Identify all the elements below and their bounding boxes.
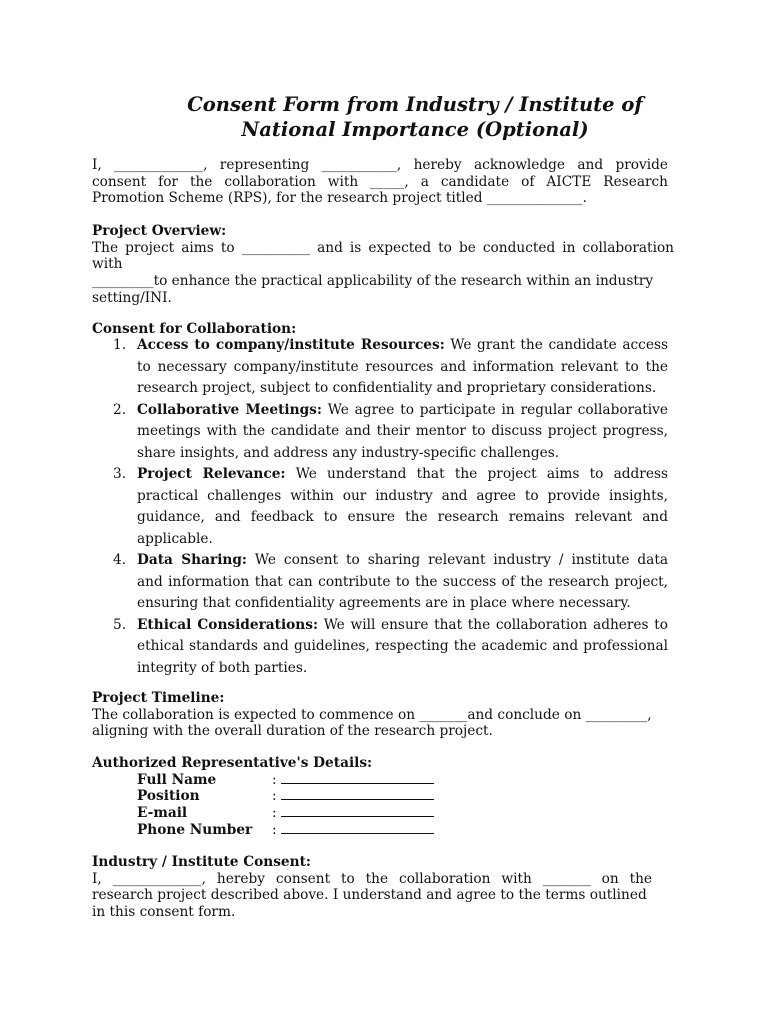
consent-item-term: Data Sharing: [137,552,247,568]
detail-row-email [137,805,434,822]
intro-line-2: consent for the collaboration with _____, a candidate of AICTE Research [92,173,668,190]
detail-row-phone-number [137,822,434,839]
consent-list [92,335,668,679]
consent-item: 1. Access to company/institute Resources: We grant the candidate access to necessary company/institute resources and information relevant to the research project, subject to confidentiality and proprietary considerations. [113,337,668,396]
intro-paragraph [92,157,668,207]
consent-item-term: Collaborative Meetings: [137,401,322,418]
project-overview-paragraph [92,240,674,307]
consent-item: 5. Ethical Considerations: We will ensure that the collaboration adheres to ethical standards and guidelines, respecting the academic and professional integrity of both parties. [113,616,668,676]
institute-consent-paragraph [92,871,652,921]
institute-consent-line-1: I, _____________, hereby consent to the collaboration with _______ on the [92,870,652,887]
consent-item-number: 1. [113,337,127,353]
field-separator: : [272,821,277,838]
overview-line-2: with [92,256,123,273]
representative-details [137,772,434,839]
consent-heading: Consent for Collaboration: [92,321,297,337]
project-timeline-paragraph [92,707,668,740]
consent-item: 3. Project Relevance: We understand that the project aims to address practical challenges within our industry and agree to provide insights, guidance, and feedback to ensure the research remains relevant and applicable. [113,466,668,547]
institute-consent-heading: Industry / Institute Consent: [92,854,311,870]
institute-consent-line-2: research project described above. I understand and agree to the terms outlined [92,887,647,904]
detail-row-full-name [137,772,434,789]
overview-line-3: _________to enhance the practical applicability of the research within an industry [92,272,654,289]
project-overview-heading: Project Overview: [92,223,227,239]
consent-item-number: 2. [113,401,127,418]
full-name-label: Full Name [137,771,217,788]
form-title-line-2: National Importance (Optional) [241,118,589,141]
institute-consent-line-3: in this consent form. [92,903,236,920]
consent-item: 4. Data Sharing: We consent to sharing relevant industry / institute data and information that can contribute to the success of the research project, ensuring that confidentiality agreements are in place where necessary. [113,552,669,611]
project-timeline-heading: Project Timeline: [92,690,225,706]
phone-number-label: Phone Number [137,821,253,838]
intro-line-3: Promotion Scheme (RPS), for the research project titled ______________. [92,190,587,207]
full-name-field[interactable] [281,772,434,784]
consent-item-term: Ethical Considerations: [137,616,319,633]
timeline-line-1: The collaboration is expected to commence on _______and conclude on _________, [92,706,652,723]
detail-row-position [137,788,434,805]
position-label: Position [137,788,200,805]
consent-item-number: 4. [113,552,127,568]
field-separator: : [272,788,277,805]
consent-item-number: 5. [113,616,127,633]
representative-heading: Authorized Representative's Details: [92,755,373,771]
email-field[interactable] [281,805,434,817]
timeline-line-2: aligning with the overall duration of the research project. [92,723,493,740]
form-title [150,92,680,142]
consent-item-term: Access to company/institute Resources: [137,337,445,353]
overview-line-4: setting/INI. [92,289,172,306]
overview-line-1: The project aims to __________ and is expected to be conducted in collaboration [92,239,674,256]
consent-item-number: 3. [113,466,127,482]
intro-line-1: I, _____________, representing ___________, hereby acknowledge and provide [92,157,668,173]
form-title-line-1: Consent Form from Industry / Institute of [187,93,643,116]
consent-item-term: Project Relevance: [137,466,286,482]
position-field[interactable] [281,788,434,800]
phone-number-field[interactable] [281,822,434,834]
consent-item: 2. Collaborative Meetings: We agree to participate in regular collaborative meetings with the candidate and their mentor to discuss project progress, share insights, and address any industry-specific challenges. [113,401,668,461]
email-label: E-mail [137,805,188,822]
field-separator: : [272,771,277,788]
field-separator: : [272,805,277,822]
